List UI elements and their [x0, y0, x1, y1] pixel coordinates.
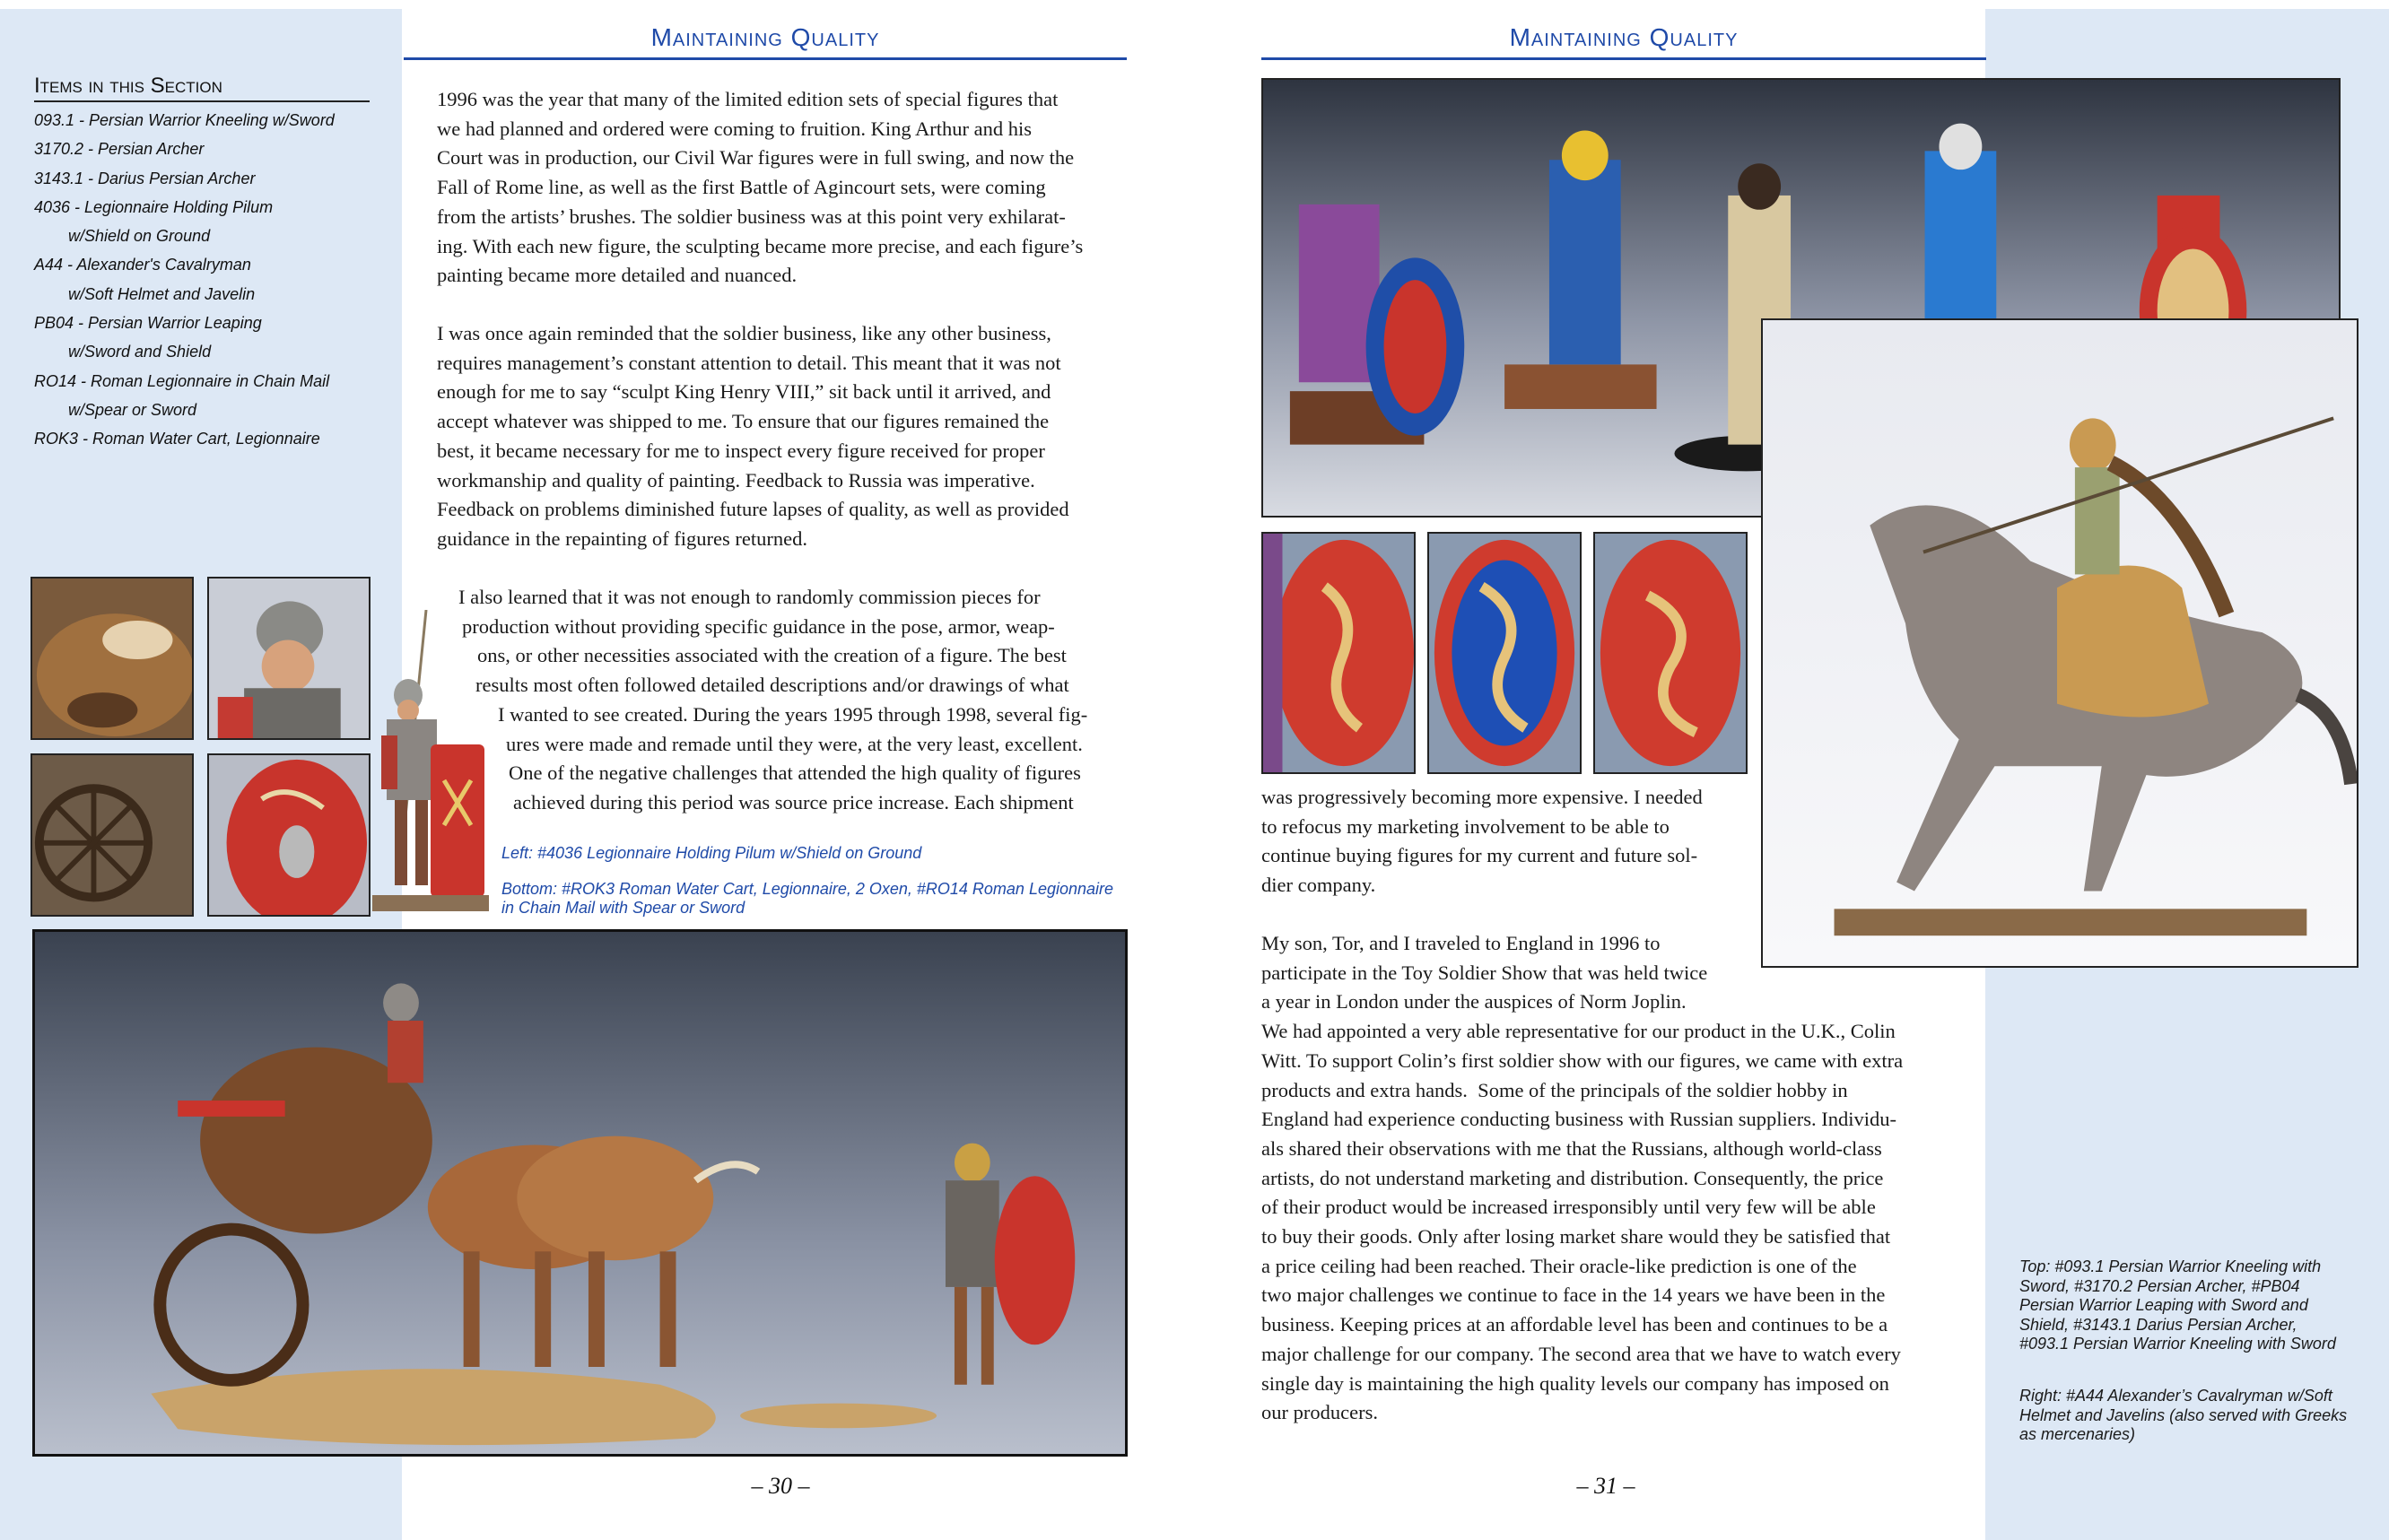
text-line: participate in the Toy Soldier Show that was held twice — [1261, 961, 1708, 984]
text-line: from the artists’ brushes. The soldier business was at this point very exhilarat- — [437, 204, 1066, 228]
text-line: Helmet and Javelins (also served with Greeks — [2019, 1405, 2348, 1424]
text-line: #093.1 Persian Warrior Kneeling with Sword — [2019, 1335, 2336, 1353]
text-line: was progressively becoming more expensive. I needed — [1261, 786, 1703, 808]
text-line: I also learned that it was not enough to randomly commission pieces for — [458, 586, 1041, 608]
text-line: Persian Warrior Leaping with Sword and — [2019, 1296, 2308, 1314]
text-line: Fall of Rome line, as well as the first Battle of Agincourt sets, were coming — [437, 176, 1046, 199]
left-paragraph-3 — [437, 583, 1128, 818]
text-line: single day is maintaining the high quality levels our company has imposed on — [1261, 1371, 1889, 1395]
photo-roman-water-cart — [32, 929, 1128, 1457]
thumbnail-shield-blue-lion — [1427, 532, 1582, 774]
text-line: as mercenaries) — [2019, 1425, 2136, 1443]
text-line: 1996 was the year that many of the limited edition sets of special figures that — [437, 88, 1059, 110]
text-line: results most often followed detailed descriptions and/or drawings of what — [475, 674, 1069, 697]
caption-left-figure: Left: #4036 Legionnaire Holding Pilum w/Shield on Ground — [501, 844, 922, 862]
text-line: products and extra hands. Some of the principals of the soldier hobby in — [1261, 1078, 1848, 1101]
right-page-header: Maintaining Quality — [1509, 23, 1739, 51]
text-line: we had planned and ordered were coming to fruition. King Arthur and his — [437, 117, 1032, 140]
right-header-rule — [1261, 57, 1986, 60]
text-line: enough for me to say “sculpt King Henry VIII,” sit back until it arrived, and — [437, 380, 1051, 404]
text-line: best, it became necessary for me to inspect every figure received for proper — [437, 439, 1045, 462]
text-line: painting became more detailed and nuanced. — [437, 264, 798, 287]
items-section-entry: A44 - Alexander's Cavalryman — [34, 256, 251, 274]
caption-right-photo — [2019, 1387, 2378, 1445]
text-line: to refocus my marketing involvement to be able to — [1261, 814, 1670, 838]
left-page-header: Maintaining Quality — [650, 23, 880, 51]
items-section-entry: RO14 - Roman Legionnaire in Chain Mail — [34, 371, 330, 390]
top-margin — [0, 0, 2389, 9]
text-line: Sword, #3170.2 Persian Archer, #PB04 — [2019, 1276, 2300, 1295]
thumbnail-shield-red-lion — [1261, 532, 1416, 774]
text-line: a year in London under the auspices of Norm Joplin. — [1261, 990, 1687, 1014]
caption-bottom-figure-line1: Bottom: #ROK3 Roman Water Cart, Legionnaire, 2 Oxen, #RO14 Roman Legionnaire — [501, 880, 1114, 898]
items-section-rule — [34, 100, 370, 102]
text-line: als shared their observations with me that the Russians, although world-class — [1261, 1136, 1882, 1160]
text-line: Shield, #3143.1 Darius Persian Archer, — [2019, 1315, 2297, 1334]
right-paragraph-2 — [1261, 929, 1988, 1428]
text-line: two major challenges we continue to face in the 14 years we have been in the — [1261, 1283, 1886, 1307]
text-line: of their product would be increased irresponsibly until very few will be able — [1261, 1196, 1876, 1219]
items-section-entry: w/Soft Helmet and Javelin — [68, 284, 256, 303]
left-header-rule — [404, 57, 1127, 60]
caption-top-photo — [2019, 1257, 2378, 1354]
text-line: Top: #093.1 Persian Warrior Kneeling with — [2019, 1257, 2322, 1275]
text-line: accept whatever was shipped to me. To ensure that our figures remained the — [437, 410, 1050, 433]
items-section-entry: 3143.1 - Darius Persian Archer — [34, 169, 256, 187]
items-section-entry: 4036 - Legionnaire Holding Pilum — [34, 197, 274, 216]
thumbnail-ox-head — [31, 577, 194, 740]
photo-alexanders-cavalryman — [1761, 318, 2358, 968]
text-line: ing. With each new figure, the sculpting became more precise, and each figure’s — [437, 234, 1084, 257]
text-line: One of the negative challenges that attended the high quality of figures — [509, 761, 1081, 785]
text-line: continue buying figures for my current and future sol- — [1261, 844, 1698, 867]
items-section-entry: 3170.2 - Persian Archer — [34, 140, 205, 159]
text-line: artists, do not understand marketing and distribution. Consequently, the price — [1261, 1166, 1884, 1189]
text-line: a price ceiling had been reached. Their oracle-like prediction is one of the — [1261, 1254, 1857, 1277]
items-section-entry: 093.1 - Persian Warrior Kneeling w/Sword — [34, 111, 335, 129]
text-line: requires management’s constant attention to detail. This meant that it was not — [437, 351, 1061, 374]
text-line: Feedback on problems diminished future lapses of quality, as well as provided — [437, 498, 1069, 521]
items-section-entry: ROK3 - Roman Water Cart, Legionnaire — [34, 430, 320, 448]
items-section-entry: w/Spear or Sword — [68, 400, 197, 419]
items-section-entry: w/Sword and Shield — [68, 343, 212, 361]
text-line: production without providing specific guidance in the pose, armor, weap- — [462, 614, 1055, 638]
text-line: business. Keeping prices at an affordable level has been and continues to be a — [1261, 1313, 1888, 1336]
text-line: I was once again reminded that the soldier business, like any other business, — [437, 322, 1051, 344]
left-paragraph-2 — [437, 319, 1128, 554]
thumbnail-shield-red-griffin — [1593, 532, 1748, 774]
text-line: My son, Tor, and I traveled to England in 1996 to — [1261, 932, 1661, 954]
legionnaire-figure-image — [345, 610, 498, 937]
thumbnail-cart-wheel — [31, 753, 194, 917]
right-page-number: – 31 – — [1576, 1473, 1635, 1499]
text-line: We had appointed a very able representative for our product in the U.K., Colin — [1261, 1020, 1896, 1043]
items-section-entry: PB04 - Persian Warrior Leaping — [34, 314, 262, 333]
items-section-title: Items in this Section — [34, 74, 222, 98]
text-line: dier company. — [1261, 874, 1376, 897]
items-section-entry: w/Shield on Ground — [68, 227, 211, 246]
text-line: workmanship and quality of painting. Feedback to Russia was imperative. — [437, 468, 1035, 492]
left-paragraph-1 — [437, 85, 1128, 291]
text-line: Right: #A44 Alexander’s Cavalryman w/Soft — [2019, 1387, 2332, 1405]
text-line: Court was in production, our Civil War figures were in full swing, and now the — [437, 146, 1075, 170]
left-page-number: – 30 – — [751, 1473, 810, 1499]
text-line: England had experience conducting business with Russian suppliers. Individu- — [1261, 1108, 1896, 1131]
text-line: ons, or other necessities associated with the creation of a figure. The best — [477, 644, 1067, 667]
text-line: to buy their goods. Only after losing market share would they be satisfied that — [1261, 1225, 1891, 1249]
text-line: our producers. — [1261, 1401, 1378, 1424]
caption-bottom-figure-line2: in Chain Mail with Spear or Sword — [501, 899, 745, 917]
text-line: achieved during this period was source price increase. Each shipment — [513, 790, 1074, 814]
text-line: I wanted to see created. During the years 1995 through 1998, several fig- — [498, 702, 1088, 726]
text-line: Witt. To support Colin’s first soldier show with our figures, we came with extra — [1261, 1048, 1904, 1072]
text-line: major challenge for our company. The second area that we have to watch every — [1261, 1342, 1901, 1365]
items-section-list — [34, 106, 393, 454]
right-paragraph-1 — [1261, 783, 1746, 901]
text-line: ures were made and remade until they were, at the very least, excellent. — [506, 732, 1083, 755]
text-line: guidance in the repainting of figures returned. — [437, 526, 807, 550]
